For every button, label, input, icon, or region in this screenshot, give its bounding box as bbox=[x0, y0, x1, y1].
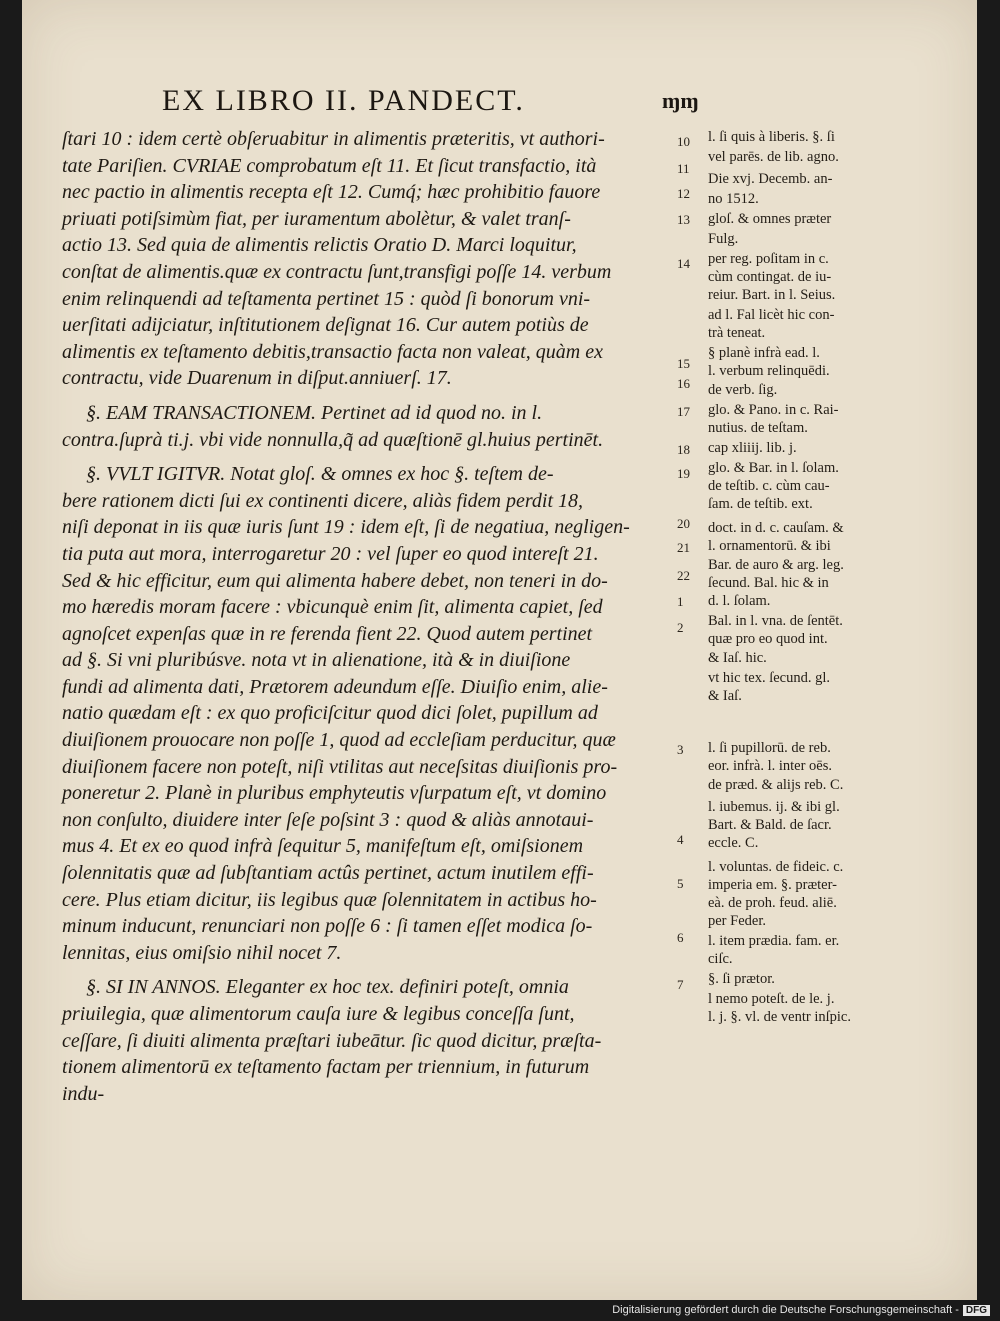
text-line: non conſulto, diuidere inter ſeſe poſsint 3 : quod & aliàs annotaui- bbox=[62, 808, 594, 831]
margin-number: 11 bbox=[677, 161, 690, 176]
marginal-note-line: cap xliiij. lib. j. bbox=[708, 440, 797, 456]
margin-number: 2 bbox=[677, 620, 684, 635]
marginal-note-line: l. ornamentorū. & ibi bbox=[708, 538, 831, 554]
text-line: agnoſcet expenſas quæ in re ferenda fient 22. Quod autem pertinet bbox=[62, 622, 593, 645]
marginal-note-line: glo. & Bar. in l. ſolam. bbox=[708, 460, 839, 476]
text-line: fundi ad alimenta dati, Prætorem adeundum eſſe. Diuiſio enim, alie- bbox=[62, 675, 608, 698]
text-line: ſolennitatis quæ ad ſubſtantiam actûs pertinet, actum inutilem effi- bbox=[62, 862, 594, 885]
margin-number: 12 bbox=[677, 186, 690, 201]
marginal-note-line: reiur. Bart. in l. Seius. bbox=[708, 287, 836, 303]
text-line: mo hæredis moram facere : vbicunquè enim ſit, alimenta capiet, ſed bbox=[62, 596, 603, 619]
margin-number: 1 bbox=[677, 594, 684, 609]
marginal-note-line: doct. in d. c. cauſam. & bbox=[708, 520, 844, 536]
folio-number: ɱɱ bbox=[662, 88, 699, 113]
text-line: cere. Plus etiam dicitur, iis legibus quæ ſolennitatem in actibus ho- bbox=[62, 888, 597, 911]
marginal-note-line: §. ſi prætor. bbox=[708, 971, 775, 987]
text-line: ad §. Si vni pluribúsve. nota vt in alienatione, ità & in diuiſione bbox=[62, 649, 571, 672]
text-line: tionem alimentorū ex teſtamento factam per triennium, in futurum bbox=[62, 1056, 590, 1079]
marginal-note-line: Bart. & Bald. de ſacr. bbox=[708, 817, 832, 833]
text-line: ceſſare, ſi diuiti alimenta præſtari iubeātur. ſic quod dicitur, præſta- bbox=[62, 1029, 602, 1052]
paragraph-gap bbox=[62, 966, 687, 974]
marginal-note-line: no 1512. bbox=[708, 191, 759, 207]
text-line: diuiſionem facere non poteſt, niſi vtilitas aut neceſsitas diuiſionis pro- bbox=[62, 755, 618, 778]
text-line: bere rationem dicti ſui ex continenti dicere, aliàs fidem perdit 18, bbox=[62, 489, 583, 512]
margin-number: 5 bbox=[677, 876, 684, 891]
margin-number: 19 bbox=[677, 466, 690, 481]
marginal-note-line: l. verbum relinquēdi. bbox=[708, 363, 830, 379]
marginal-note-line: de præd. & alijs reb. C. bbox=[708, 777, 844, 793]
marginal-note-line: Bar. de auro & arg. leg. bbox=[708, 557, 844, 573]
marginal-note-line: vel parēs. de lib. agno. bbox=[708, 149, 839, 165]
text-line: priuati potiſsimùm fiat, per iuramentum abolètur, & valet tranſ- bbox=[62, 207, 571, 230]
credit-text: Digitalisierung gefördert durch die Deutsche Forschungsgemeinschaft - bbox=[612, 1304, 959, 1316]
margin-number: 17 bbox=[677, 404, 690, 419]
text-line: ſtari 10 : idem certè obſeruabitur in alimentis præteritis, vt authori- bbox=[62, 128, 605, 150]
marginal-note-line: eà. de proh. feud. aliē. bbox=[708, 895, 837, 911]
marginal-note-line: ſam. de teſtib. ext. bbox=[708, 496, 813, 512]
marginal-note-line: Die xvj. Decemb. an- bbox=[708, 171, 833, 187]
margin-number: 7 bbox=[677, 977, 684, 992]
marginal-note-line: imperia em. §. præter- bbox=[708, 877, 837, 893]
text-line: §. VVLT IGITVR. Notat gloſ. & omnes ex hoc §. teſtem de- bbox=[86, 463, 554, 486]
marginal-note-line: cùm contingat. de iu- bbox=[708, 269, 832, 285]
text-line: actio 13. Sed quia de alimentis relictis Oratio D. Marci loquitur, bbox=[62, 234, 577, 257]
text-line: tia puta aut mora, interrogaretur 20 : vel ſuper eo quod intereſt 21. bbox=[62, 542, 599, 565]
text-line: nec pactio in alimentis recepta eſt 12. Cumq́; hæc prohibitio fauore bbox=[62, 181, 601, 204]
text-line: priuilegia, quæ alimentorum cauſa iure & legibus conceſſa ſunt, bbox=[62, 1003, 575, 1025]
running-header: EX LIBRO II. PANDECT. bbox=[162, 84, 525, 117]
paragraph-gap bbox=[62, 453, 687, 461]
marginal-note-line: Bal. in l. vna. de ſentēt. bbox=[708, 613, 843, 629]
paragraph-gap bbox=[62, 392, 687, 400]
marginal-note-line: quæ pro eo quod int. bbox=[708, 631, 828, 647]
margin-number: 4 bbox=[677, 832, 684, 847]
main-text-block bbox=[62, 126, 687, 1107]
text-line: conſtat de alimentis.quæ ex contractu ſunt,transfigi poſſe 14. verbum bbox=[62, 260, 612, 283]
marginal-note-line: Fulg. bbox=[708, 231, 739, 247]
marginal-note-line: ſecund. Bal. hic & in bbox=[708, 575, 829, 591]
book-page bbox=[22, 0, 977, 1300]
text-line: poneretur 2. Planè in pluribus emphyteutis vſurpatum eſt, vt domino bbox=[62, 782, 607, 805]
marginal-note-line: l. voluntas. de fideic. c. bbox=[708, 859, 844, 875]
margin-number: 15 bbox=[677, 356, 690, 371]
text-line: tate Pariſien. CVRIAE comprobatum eſt 11. Et ſicut transfactio, ità bbox=[62, 154, 597, 177]
text-line: alimentis ex teſtamento debitis,transactio facta non valeat, quàm ex bbox=[62, 340, 604, 363]
text-line: minum inducunt, renunciari non poſſe 6 : ſi tamen eſſet modica ſo- bbox=[62, 915, 593, 938]
text-line: §. EAM TRANSACTIONEM. Pertinet ad id quod no. in l. bbox=[86, 401, 543, 424]
marginal-note-line: gloſ. & omnes præter bbox=[708, 211, 832, 227]
marginal-note-line: ciſc. bbox=[708, 951, 733, 967]
marginal-note-line: § planè infrà ead. l. bbox=[708, 345, 820, 361]
marginal-note-line: de verb. ſig. bbox=[708, 382, 778, 398]
margin-number: 22 bbox=[677, 568, 690, 583]
margin-number: 16 bbox=[677, 376, 690, 391]
marginal-note-line: l. ſi pupillorū. de reb. bbox=[708, 740, 831, 756]
marginal-note-line: de teſtib. c. cùm cau- bbox=[708, 478, 830, 494]
margin-number: 21 bbox=[677, 540, 690, 555]
marginal-note-line: l nemo poteſt. de le. j. bbox=[708, 991, 835, 1007]
marginal-note-line: l. ſi quis à liberis. §. ſi bbox=[708, 129, 835, 145]
text-line: contra.ſuprà ti.j. vbi vide nonnulla,q̃ ad quæſtionē gl.huius pertinēt. bbox=[62, 428, 604, 451]
marginal-note-line: trà teneat. bbox=[708, 325, 766, 341]
text-line: enim relinquendi ad teſtamenta pertinet 15 : quòd ſi bonorum vni- bbox=[62, 287, 591, 310]
marginal-note-line: eccle. C. bbox=[708, 835, 759, 851]
text-line: mus 4. Et ex eo quod infrà ſequitur 5, manifeſtum eſt, omiſsionem bbox=[62, 835, 584, 858]
text-line: Sed & hic efficitur, eum qui alimenta habere debet, non teneri in do- bbox=[62, 569, 608, 592]
marginal-note-line: glo. & Pano. in c. Rai- bbox=[708, 402, 839, 418]
marginal-note-line: l. item prædia. fam. er. bbox=[708, 933, 840, 949]
marginal-note-line: l. iubemus. ij. & ibi gl. bbox=[708, 799, 840, 815]
marginal-note-line: nutius. de teſtam. bbox=[708, 420, 808, 436]
margin-number: 10 bbox=[677, 134, 690, 149]
margin-number: 13 bbox=[677, 212, 690, 227]
marginal-note-line: ad l. Fal licèt hic con- bbox=[708, 307, 835, 323]
margin-number: 18 bbox=[677, 442, 690, 457]
text-line: diuiſionem prouocare non poſſe 1, quod ad eccleſiam perducitur, quæ bbox=[62, 729, 616, 752]
margin-number: 3 bbox=[677, 742, 684, 757]
text-line: niſi deponat in iis quæ iuris ſunt 19 : idem eſt, ſi de negatiua, negligen- bbox=[62, 516, 630, 539]
marginal-note-line: per reg. poſitam in c. bbox=[708, 251, 829, 267]
marginal-note-line: vt hic tex. ſecund. gl. bbox=[708, 670, 831, 686]
text-line: natio quædam eſt : ex quo proficiſcitur quod dici ſolet, pupillum ad bbox=[62, 702, 598, 725]
marginal-note-line: eor. infrà. l. inter oēs. bbox=[708, 758, 833, 774]
margin-number: 14 bbox=[677, 256, 690, 271]
text-line: contractu, vide Duarenum in diſput.anniuerſ. 17. bbox=[62, 367, 452, 390]
marginal-note-line: per Feder. bbox=[708, 913, 766, 929]
margin-number: 20 bbox=[677, 516, 690, 531]
marginal-note-line: d. l. ſolam. bbox=[708, 593, 771, 609]
text-line: lennitas, eius omiſsio nihil nocet 7. bbox=[62, 941, 342, 964]
marginal-note-line: l. j. §. vl. de ventr inſpic. bbox=[708, 1009, 851, 1025]
digitization-credit bbox=[560, 1304, 990, 1320]
text-line: indu- bbox=[62, 1082, 105, 1105]
margin-number: 6 bbox=[677, 930, 684, 945]
marginal-note-line: & Iaſ. hic. bbox=[708, 650, 767, 666]
dfg-logo: DFG bbox=[963, 1305, 990, 1316]
text-line: §. SI IN ANNOS. Eleganter ex hoc tex. definiri poteſt, omnia bbox=[86, 976, 569, 999]
marginal-note-line: & Iaſ. bbox=[708, 688, 742, 704]
text-line: uerſitati adijciatur, inſtitutionem deſignat 16. Cur autem potiùs de bbox=[62, 314, 589, 337]
